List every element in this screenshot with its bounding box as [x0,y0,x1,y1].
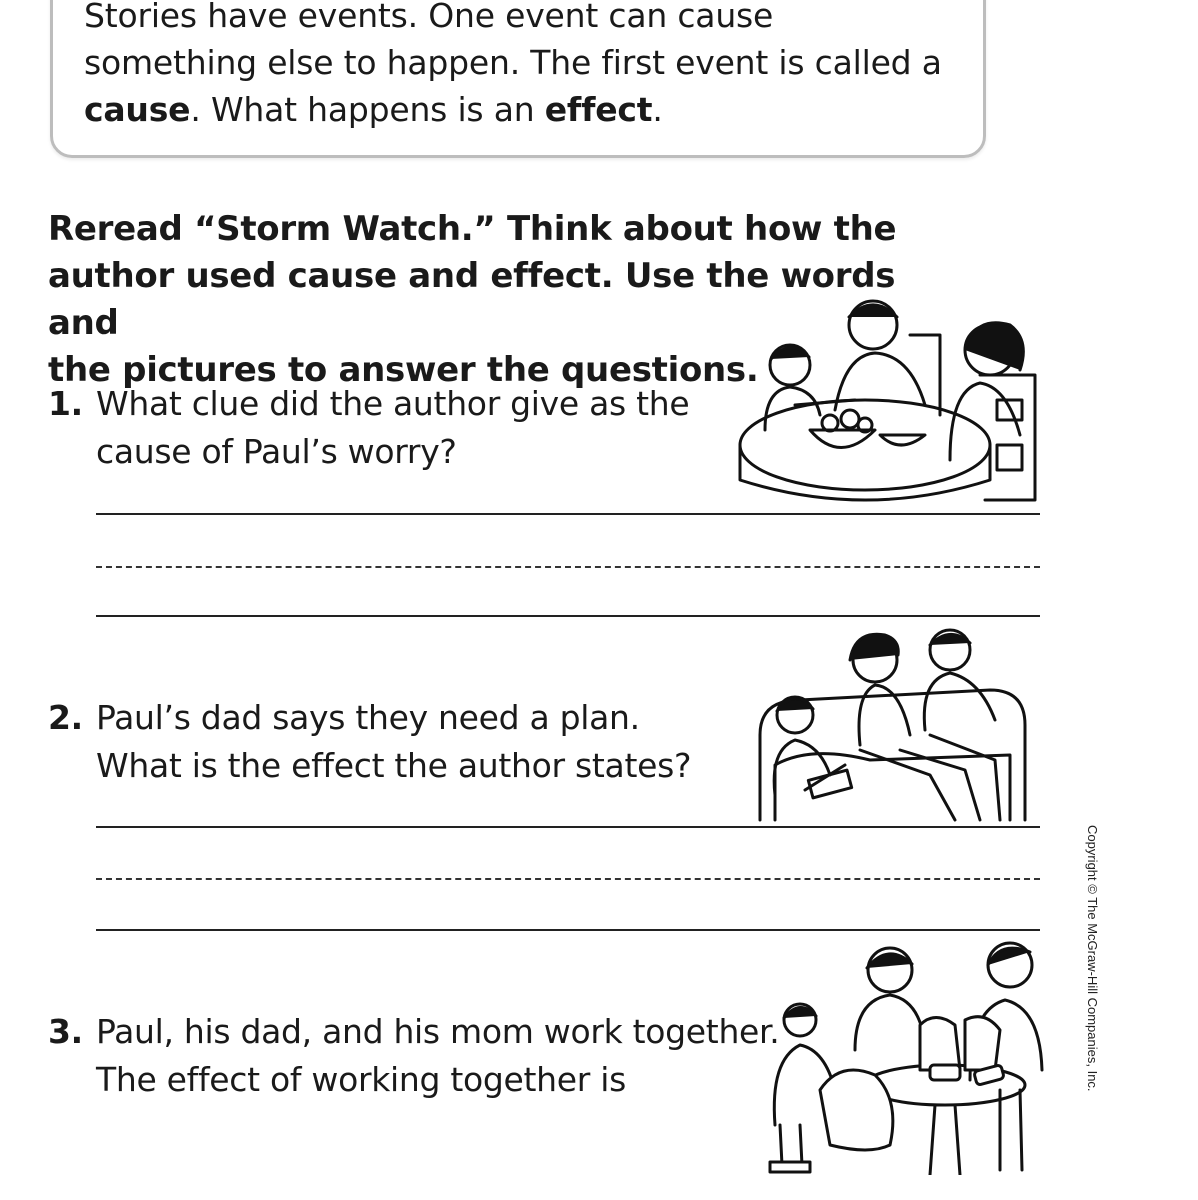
answer-midline [96,566,1040,568]
intro-line-2: something else to happen. The first event is called a [84,43,942,82]
instructions-line-3: the pictures to answer the questions. [48,350,759,390]
question-number: 3. [48,1012,83,1051]
answer-line[interactable] [96,615,1040,617]
family-on-sofa-illustration [750,625,1040,825]
answer-line[interactable] [96,929,1040,931]
question-text: cause of Paul’s worry? [96,432,457,471]
copyright-notice: Copyright © The McGraw-Hill Companies, Inc. [1085,825,1100,1092]
instructions-line-2: author used cause and effect. Use the words and [48,256,896,343]
intro-end: . [652,90,663,129]
answer-line[interactable] [96,826,1040,828]
answer-midline [96,878,1040,880]
intro-text [84,0,964,133]
family-preparing-supplies-illustration [760,940,1045,1175]
question-text: The effect of working together is [96,1060,627,1099]
question-text: Paul, his dad, and his mom work together. [96,1012,780,1051]
intro-line-1: Stories have events. One event can cause [84,0,774,35]
instructions-line-1: Reread “Storm Watch.” Think about how the [48,209,897,249]
question-text: What is the effect the author states? [96,746,692,785]
question-number: 1. [48,384,83,423]
effect-term: effect [544,90,653,129]
question-number: 2. [48,698,83,737]
question-3 [48,1008,780,1104]
question-2 [48,694,691,790]
cause-term: cause [84,90,191,129]
question-text: Paul’s dad says they need a plan. [96,698,640,737]
family-at-table-illustration [735,295,1040,515]
question-text: What clue did the author give as the [96,384,690,423]
intro-line-3 [84,86,964,133]
intro-mid: . What happens is an [190,90,545,129]
question-1 [48,380,689,476]
